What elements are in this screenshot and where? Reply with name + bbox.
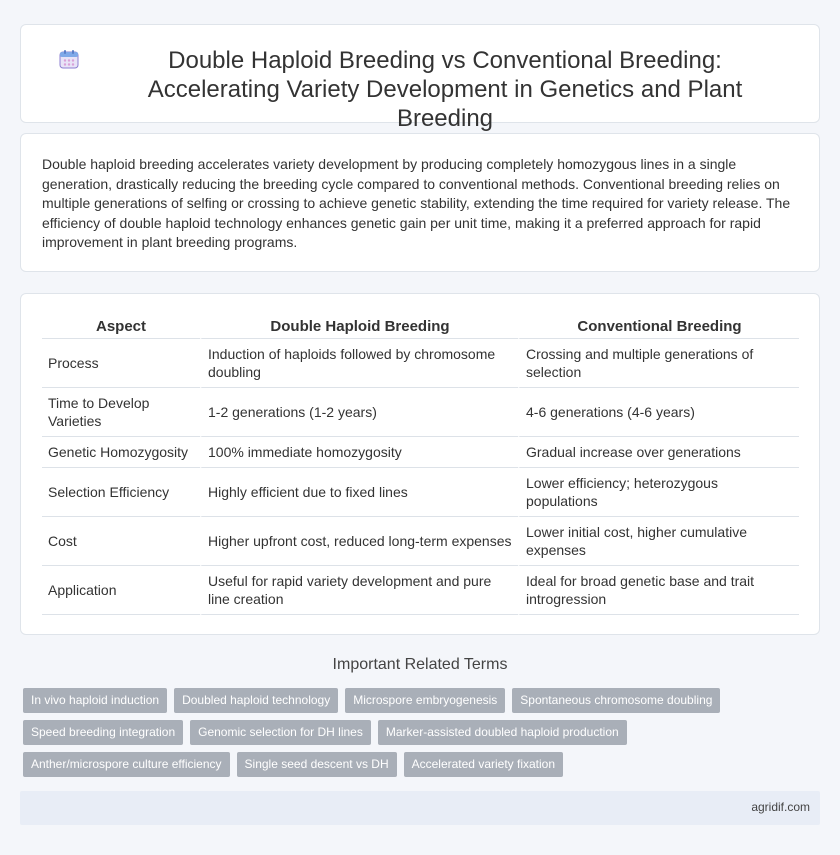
tag-in-vivo-haploid-induction[interactable]: In vivo haploid induction <box>23 688 167 713</box>
comparison-table <box>42 316 799 615</box>
header-conventional: Conventional Breeding <box>518 316 799 339</box>
table-cell: 4-6 generations (4-6 years) <box>518 388 799 437</box>
table-cell: Time to Develop Varieties <box>42 388 200 437</box>
tag-microspore-embryogenesis[interactable]: Microspore embryogenesis <box>345 688 505 713</box>
table-row <box>42 566 799 615</box>
table-cell: Lower efficiency; heterozygous populations <box>518 468 799 517</box>
footer-site-link[interactable]: agridif.com <box>751 800 810 814</box>
header-aspect: Aspect <box>42 316 200 339</box>
tag-speed-breeding-integration[interactable]: Speed breeding integration <box>23 720 183 745</box>
table-cell: Gradual increase over generations <box>518 437 799 468</box>
table-cell: Useful for rapid variety development and pure line creation <box>200 566 518 615</box>
table-cell: Highly efficient due to fixed lines <box>200 468 518 517</box>
table-header-row <box>42 316 799 339</box>
summary-text: Double haploid breeding accelerates variety development by producing completely homozygous lines in a single generation, drastically reducing the breeding cycle compared to conventional methods. Conventional breeding relies on multiple generations of selfing or crossing to achieve genetic stability, extending the time required for variety release. The efficiency of double haploid technology enhances genetic gain per unit time, making it a preferred approach for rapid improvement in plant breeding programs. <box>42 156 791 251</box>
table-cell: Genetic Homozygosity <box>42 437 200 468</box>
table-cell: 100% immediate homozygosity <box>200 437 518 468</box>
table-row <box>42 517 799 566</box>
table-cell: Application <box>42 566 200 615</box>
table-cell: Cost <box>42 517 200 566</box>
table-row <box>42 339 799 388</box>
tag-single-seed-descent-vs-dh[interactable]: Single seed descent vs DH <box>237 752 397 777</box>
table-cell: Ideal for broad genetic base and trait introgression <box>518 566 799 615</box>
comparison-table-card <box>20 293 820 635</box>
table-cell: Lower initial cost, higher cumulative expenses <box>518 517 799 566</box>
table-row <box>42 437 799 468</box>
table-cell: Induction of haploids followed by chromosome doubling <box>200 339 518 388</box>
table-cell: Higher upfront cost, reduced long-term expenses <box>200 517 518 566</box>
tag-anther-microspore-culture[interactable]: Anther/microspore culture efficiency <box>23 752 230 777</box>
table-cell: Crossing and multiple generations of selection <box>518 339 799 388</box>
tag-accelerated-variety-fixation[interactable]: Accelerated variety fixation <box>404 752 563 777</box>
tag-genomic-selection-dh[interactable]: Genomic selection for DH lines <box>190 720 371 745</box>
table-cell: Process <box>42 339 200 388</box>
tag-doubled-haploid-technology[interactable]: Doubled haploid technology <box>174 688 338 713</box>
table-cell: Selection Efficiency <box>42 468 200 517</box>
table-cell: 1-2 generations (1-2 years) <box>200 388 518 437</box>
related-terms-tags <box>23 688 823 784</box>
table-row <box>42 388 799 437</box>
tag-marker-assisted-dh[interactable]: Marker-assisted doubled haploid production <box>378 720 627 745</box>
title-card <box>20 24 820 132</box>
page-title: Double Haploid Breeding vs Conventional Breeding: Accelerating Variety Development in Genetics and Plant Breeding <box>147 47 743 132</box>
footer <box>20 791 820 825</box>
summary-card <box>20 133 820 272</box>
table-row <box>42 468 799 517</box>
tag-spontaneous-chromosome-doubling[interactable]: Spontaneous chromosome doubling <box>512 688 720 713</box>
header-double-haploid: Double Haploid Breeding <box>200 316 518 339</box>
related-terms-title: Important Related Terms <box>332 656 508 673</box>
